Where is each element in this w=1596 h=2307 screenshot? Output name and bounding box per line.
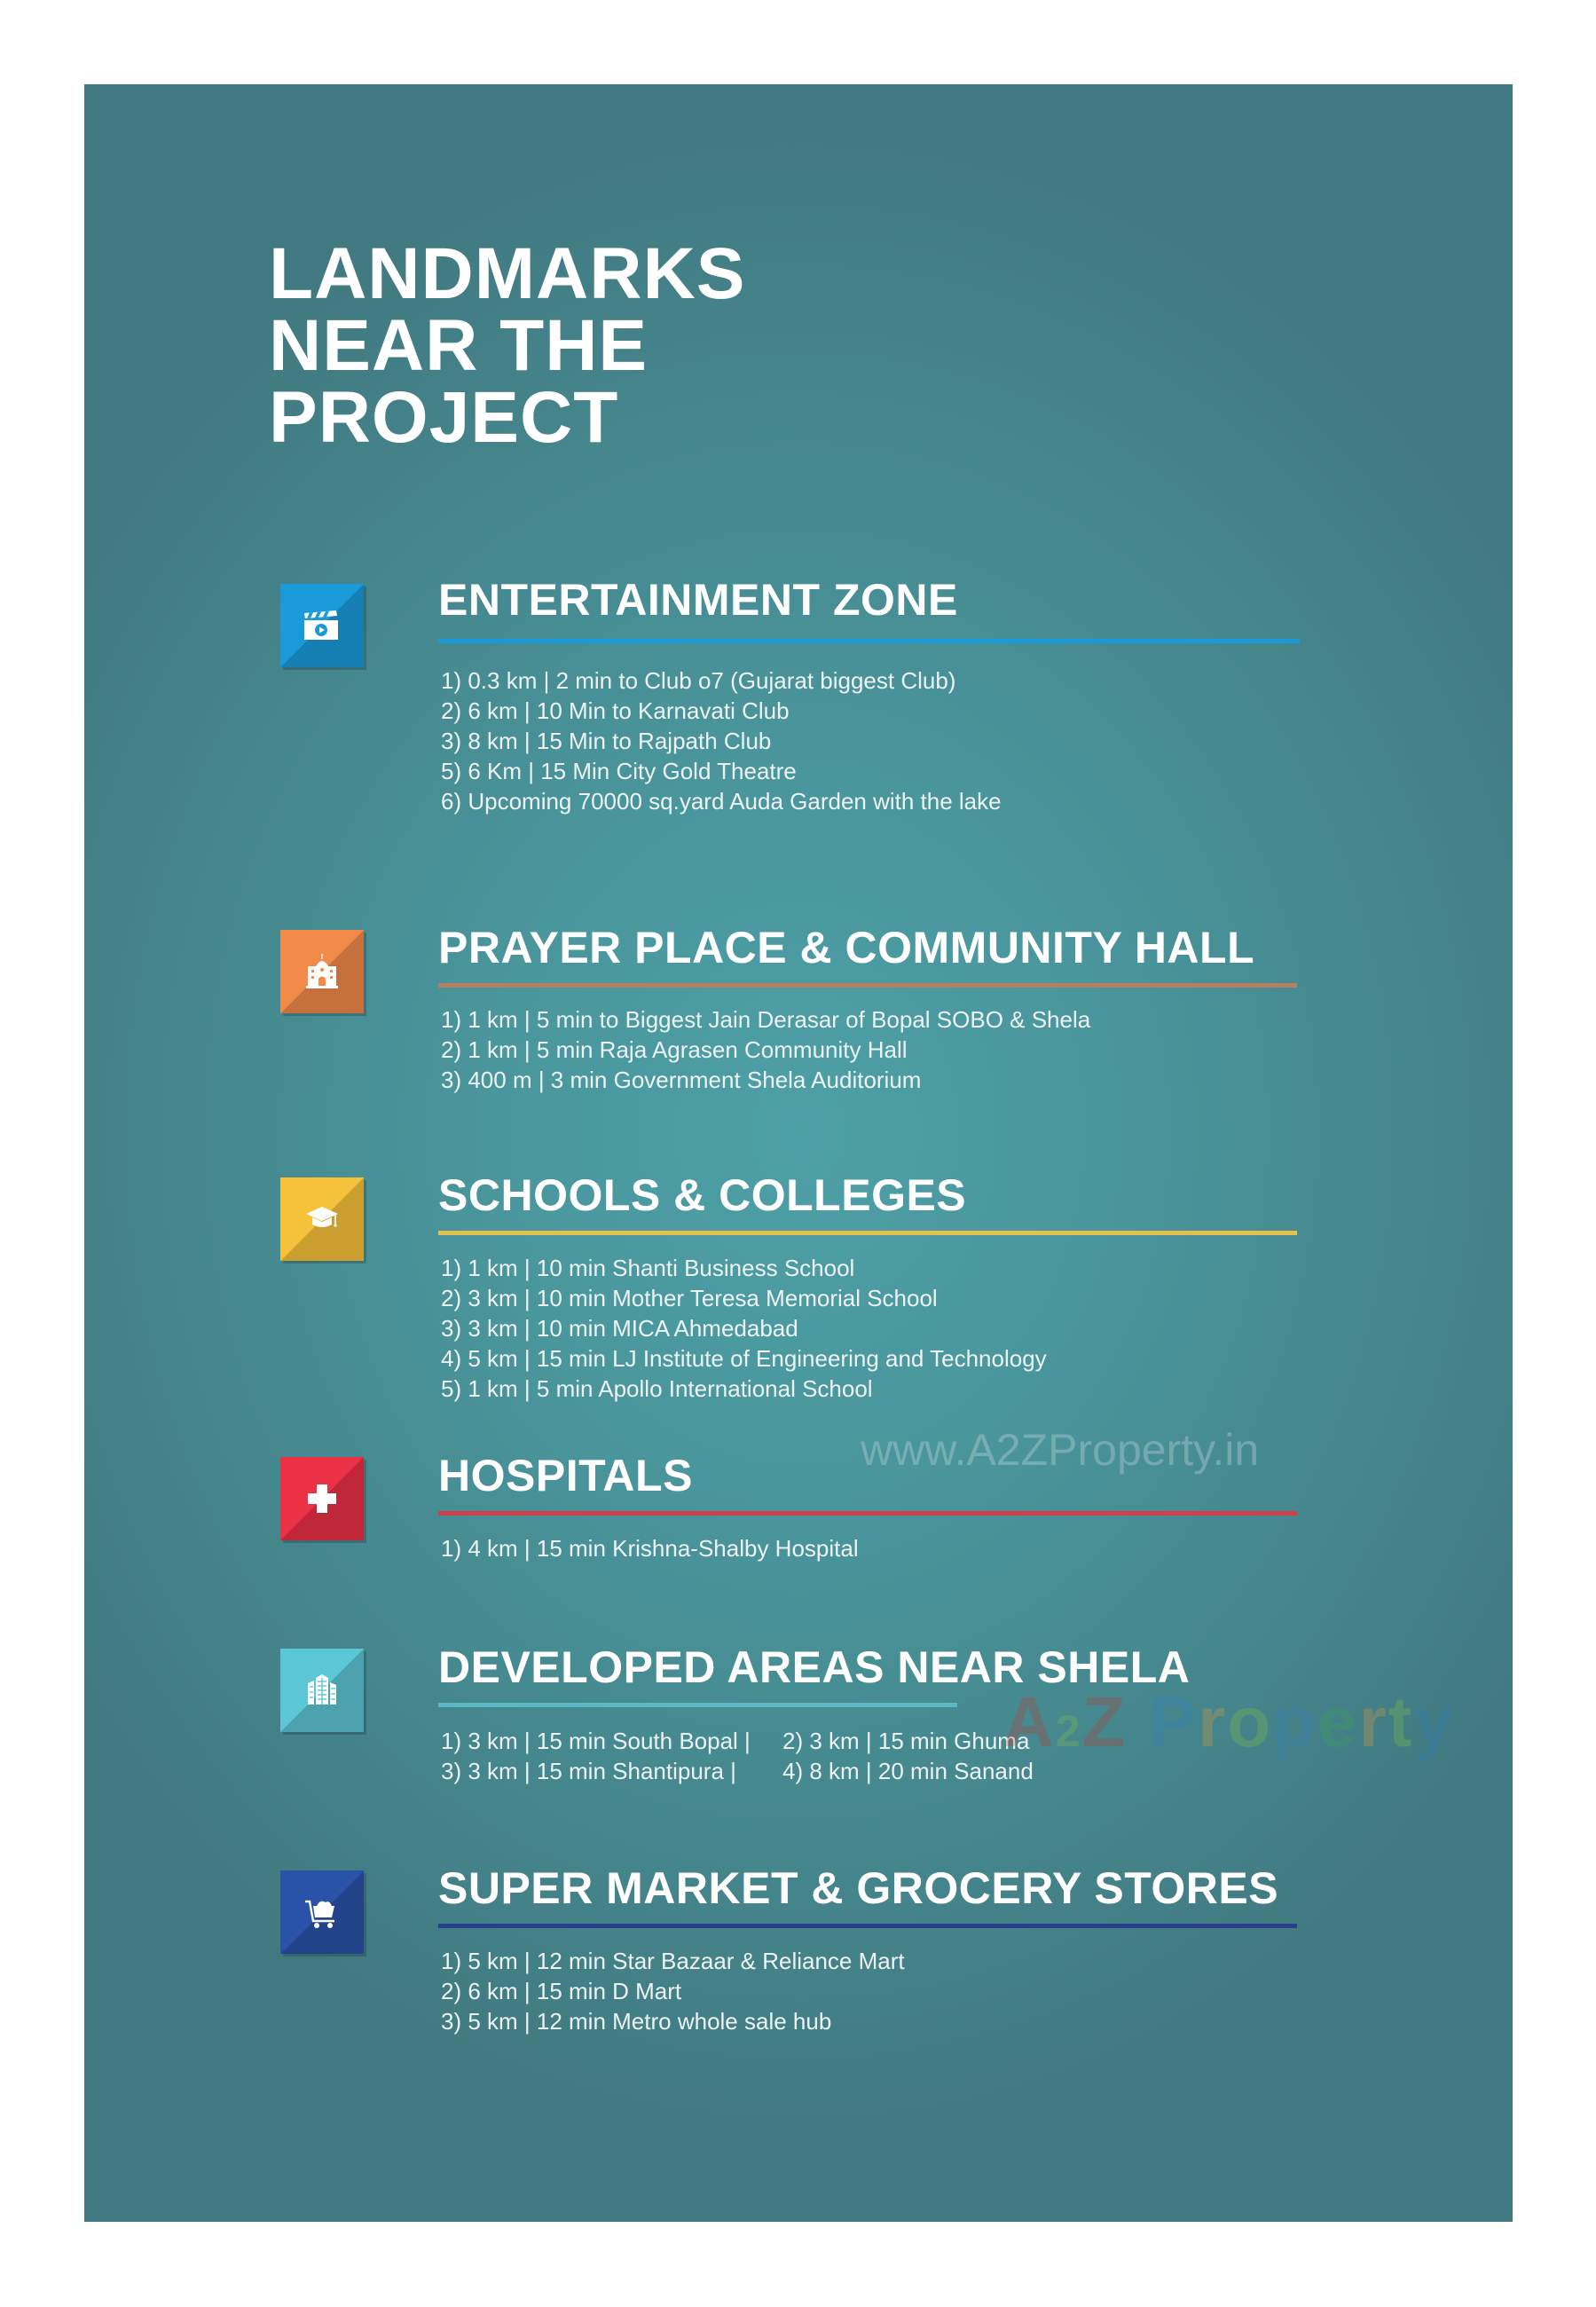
list-item: 1) 1 km | 10 min Shanti Business School	[441, 1255, 855, 1281]
list-item: 2) 6 km | 15 min D Mart	[441, 1978, 682, 2004]
shopping-cart-icon	[301, 1891, 343, 1933]
list-item: 3) 8 km | 15 Min to Rajpath Club	[441, 728, 772, 754]
entertainment-list	[441, 665, 1002, 816]
watermark-url: www.A2ZProperty.in	[861, 1425, 1260, 1475]
list-row	[441, 1726, 1034, 1756]
prayer-icon-box	[280, 930, 364, 1013]
schools-icon-box	[280, 1177, 364, 1261]
section-title: HOSPITALS	[438, 1451, 693, 1500]
list-item: 4) 8 km | 20 min Sanand	[782, 1758, 1034, 1784]
buildings-icon	[301, 1669, 343, 1712]
section-title: SUPER MARKET & GROCERY STORES	[438, 1863, 1279, 1913]
list-item: 2) 6 km | 10 Min to Karnavati Club	[441, 697, 790, 724]
section-title: ENTERTAINMENT ZONE	[438, 575, 958, 625]
section-divider	[438, 1231, 1297, 1235]
section-divider	[438, 1924, 1297, 1928]
list-row	[441, 1756, 1034, 1786]
title-line-3: PROJECT	[269, 377, 619, 458]
section-divider	[438, 1703, 957, 1707]
graduation-cap-icon	[301, 1198, 343, 1240]
clapperboard-icon	[301, 604, 343, 647]
entertainment-icon-box	[280, 584, 364, 667]
watermark-logo: A2Z Property	[1002, 1682, 1455, 1761]
section-divider	[438, 1511, 1297, 1516]
schools-list	[441, 1253, 1047, 1404]
prayer-list	[441, 1004, 1090, 1095]
list-item: 2) 1 km | 5 min Raja Agrasen Community Hall	[441, 1036, 908, 1063]
supermarket-list	[441, 1946, 905, 2036]
title-line-2: NEAR THE	[269, 305, 649, 386]
developed-areas-list	[441, 1726, 1034, 1786]
title-line-1: LANDMARKS	[269, 233, 746, 314]
developed-areas-icon-box	[280, 1649, 364, 1732]
medical-cross-icon	[301, 1477, 343, 1520]
list-item: 4) 5 km | 15 min LJ Institute of Engineering and Technology	[441, 1345, 1047, 1372]
list-item: 6) Upcoming 70000 sq.yard Auda Garden with the lake	[441, 788, 1002, 815]
section-title: SCHOOLS & COLLEGES	[438, 1170, 967, 1220]
list-item: 2) 3 km | 15 min Ghuma	[782, 1728, 1030, 1754]
section-title: PRAYER PLACE & COMMUNITY HALL	[438, 923, 1255, 972]
list-item: 3) 3 km | 15 min Shantipura |	[441, 1758, 736, 1784]
section-title: DEVELOPED AREAS NEAR SHELA	[438, 1642, 1191, 1692]
temple-building-icon	[301, 950, 343, 993]
list-item: 2) 3 km | 10 min Mother Teresa Memorial School	[441, 1285, 938, 1311]
list-item: 1) 3 km | 15 min South Bopal |	[441, 1728, 751, 1754]
section-divider	[438, 983, 1297, 988]
list-item: 1) 1 km | 5 min to Biggest Jain Derasar of Bopal SOBO & Shela	[441, 1006, 1091, 1033]
supermarket-icon-box	[280, 1870, 364, 1954]
list-item: 3) 3 km | 10 min MICA Ahmedabad	[441, 1315, 798, 1342]
page-title	[269, 233, 746, 458]
hospitals-list	[441, 1533, 859, 1563]
list-item: 3) 5 km | 12 min Metro whole sale hub	[441, 2008, 832, 2035]
list-item: 1) 5 km | 12 min Star Bazaar & Reliance Mart	[441, 1948, 905, 1974]
list-item: 1) 4 km | 15 min Krishna-Shalby Hospital	[441, 1535, 859, 1562]
list-item: 5) 1 km | 5 min Apollo International School	[441, 1375, 873, 1402]
list-item: 1) 0.3 km | 2 min to Club o7 (Gujarat biggest Club)	[441, 667, 956, 694]
list-item: 3) 400 m | 3 min Government Shela Auditorium	[441, 1067, 922, 1093]
hospitals-icon-box	[280, 1457, 364, 1540]
section-divider	[438, 639, 1300, 643]
list-item: 5) 6 Km | 15 Min City Gold Theatre	[441, 758, 797, 784]
